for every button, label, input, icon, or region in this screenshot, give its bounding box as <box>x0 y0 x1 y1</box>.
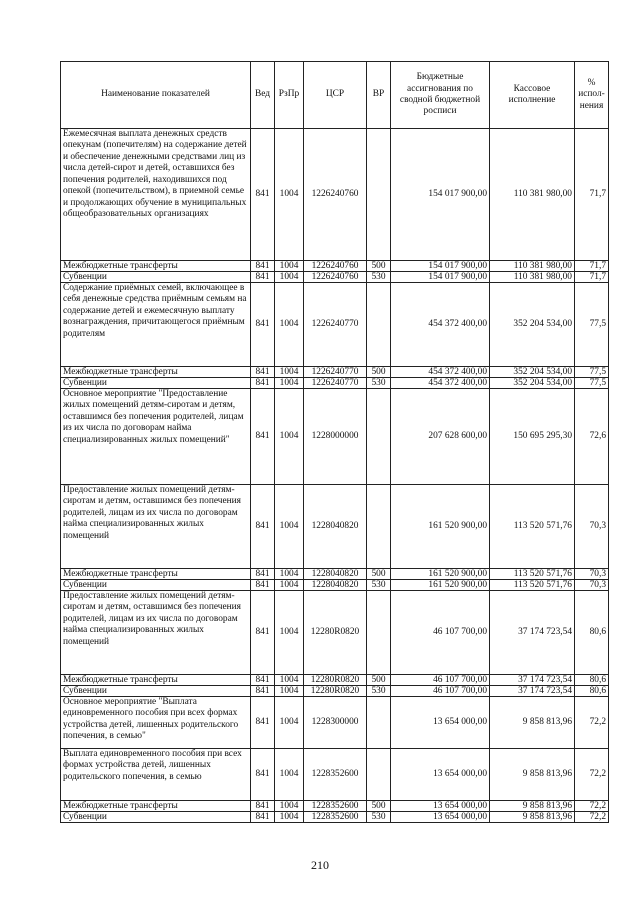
table-row <box>61 686 609 697</box>
row-pct: 72,2 <box>575 697 609 749</box>
row-csr: 1226240760 <box>304 272 367 283</box>
table-row <box>61 129 609 261</box>
row-csr: 1228040820 <box>304 569 367 580</box>
row-budget: 13 654 000,00 <box>391 749 490 801</box>
row-name: Межбюджетные трансферты <box>61 367 251 378</box>
row-rzpr: 1004 <box>275 261 304 272</box>
row-vr <box>367 591 391 675</box>
row-pct: 77,5 <box>575 378 609 389</box>
row-vr: 530 <box>367 580 391 591</box>
row-cash: 113 520 571,76 <box>490 569 575 580</box>
row-budget: 13 654 000,00 <box>391 801 490 812</box>
header-name: Наименование показателей <box>61 62 251 129</box>
row-cash: 352 204 534,00 <box>490 378 575 389</box>
row-pct: 71,7 <box>575 129 609 261</box>
row-vr <box>367 129 391 261</box>
row-rzpr: 1004 <box>275 697 304 749</box>
row-ved: 841 <box>251 261 275 272</box>
row-rzpr: 1004 <box>275 749 304 801</box>
row-csr: 1228040820 <box>304 580 367 591</box>
row-cash: 110 381 980,00 <box>490 272 575 283</box>
row-vr: 500 <box>367 261 391 272</box>
table-row <box>61 261 609 272</box>
row-vr: 500 <box>367 569 391 580</box>
row-name: Предоставление жилых помещений детям-сиротам и детям, оставшимся без попечения родителей, лицам из их числа по договорам найма специализированных жилых помещений <box>61 591 251 675</box>
row-rzpr: 1004 <box>275 272 304 283</box>
table-row <box>61 580 609 591</box>
row-budget: 154 017 900,00 <box>391 261 490 272</box>
table-row <box>61 283 609 367</box>
row-rzpr: 1004 <box>275 686 304 697</box>
header-vr: ВР <box>367 62 391 129</box>
table-row <box>61 812 609 823</box>
row-cash: 37 174 723,54 <box>490 675 575 686</box>
table-row <box>61 272 609 283</box>
row-csr: 1226240760 <box>304 129 367 261</box>
table-row <box>61 569 609 580</box>
budget-execution-table <box>60 61 609 823</box>
row-ved: 841 <box>251 591 275 675</box>
header-pct: % испол- нения <box>575 62 609 129</box>
row-budget: 454 372 400,00 <box>391 283 490 367</box>
row-name: Субвенции <box>61 580 251 591</box>
row-cash: 352 204 534,00 <box>490 283 575 367</box>
row-ved: 841 <box>251 812 275 823</box>
row-csr: 1226240770 <box>304 283 367 367</box>
table-row <box>61 675 609 686</box>
row-budget: 13 654 000,00 <box>391 697 490 749</box>
table-row <box>61 378 609 389</box>
row-pct: 72,2 <box>575 801 609 812</box>
row-ved: 841 <box>251 749 275 801</box>
row-csr: 1228300000 <box>304 697 367 749</box>
row-csr: 12280R0820 <box>304 686 367 697</box>
row-cash: 113 520 571,76 <box>490 580 575 591</box>
row-pct: 72,6 <box>575 389 609 485</box>
row-name: Межбюджетные трансферты <box>61 569 251 580</box>
row-cash: 9 858 813,96 <box>490 697 575 749</box>
row-name: Субвенции <box>61 272 251 283</box>
row-vr: 500 <box>367 675 391 686</box>
row-cash: 110 381 980,00 <box>490 261 575 272</box>
row-ved: 841 <box>251 485 275 569</box>
row-cash: 37 174 723,54 <box>490 686 575 697</box>
page-number: 210 <box>311 858 329 872</box>
row-pct: 72,2 <box>575 749 609 801</box>
row-budget: 13 654 000,00 <box>391 812 490 823</box>
row-budget: 161 520 900,00 <box>391 485 490 569</box>
row-name: Субвенции <box>61 686 251 697</box>
row-vr: 530 <box>367 378 391 389</box>
row-name: Основное мероприятие "Выплата единовременного пособия при всех формах устройства детей, лишенных родительского попечения, в семью" <box>61 697 251 749</box>
table-header-row <box>61 62 609 129</box>
row-name: Межбюджетные трансферты <box>61 675 251 686</box>
row-rzpr: 1004 <box>275 801 304 812</box>
row-rzpr: 1004 <box>275 675 304 686</box>
row-vr <box>367 485 391 569</box>
row-rzpr: 1004 <box>275 389 304 485</box>
table-row <box>61 591 609 675</box>
row-budget: 46 107 700,00 <box>391 591 490 675</box>
row-rzpr: 1004 <box>275 378 304 389</box>
table-row <box>61 749 609 801</box>
row-vr: 530 <box>367 686 391 697</box>
row-pct: 71,7 <box>575 272 609 283</box>
row-pct: 70,3 <box>575 569 609 580</box>
row-cash: 9 858 813,96 <box>490 801 575 812</box>
row-pct: 72,2 <box>575 812 609 823</box>
table-row <box>61 697 609 749</box>
header-budget: Бюджетные ассигнования по сводной бюджетной росписи <box>391 62 490 129</box>
row-ved: 841 <box>251 367 275 378</box>
row-cash: 352 204 534,00 <box>490 367 575 378</box>
table-row <box>61 367 609 378</box>
row-rzpr: 1004 <box>275 283 304 367</box>
row-cash: 37 174 723,54 <box>490 591 575 675</box>
row-pct: 77,5 <box>575 367 609 378</box>
row-ved: 841 <box>251 389 275 485</box>
row-vr <box>367 749 391 801</box>
row-ved: 841 <box>251 675 275 686</box>
row-csr: 1226240760 <box>304 261 367 272</box>
row-rzpr: 1004 <box>275 367 304 378</box>
row-vr: 500 <box>367 801 391 812</box>
row-budget: 454 372 400,00 <box>391 367 490 378</box>
table-row <box>61 485 609 569</box>
row-name: Основное мероприятие "Предоставление жилых помещений детям-сиротам и детям, оставшимся без попечения родителей, лицам из их числа по договорам найма специализированных жилых помещений" <box>61 389 251 485</box>
header-ved: Вед <box>251 62 275 129</box>
row-csr: 12280R0820 <box>304 675 367 686</box>
row-vr <box>367 389 391 485</box>
row-rzpr: 1004 <box>275 591 304 675</box>
row-budget: 454 372 400,00 <box>391 378 490 389</box>
row-vr: 500 <box>367 367 391 378</box>
row-csr: 1228000000 <box>304 389 367 485</box>
row-vr: 530 <box>367 272 391 283</box>
row-rzpr: 1004 <box>275 812 304 823</box>
row-pct: 80,6 <box>575 675 609 686</box>
row-csr: 1226240770 <box>304 378 367 389</box>
row-vr: 530 <box>367 812 391 823</box>
row-budget: 154 017 900,00 <box>391 272 490 283</box>
row-name: Межбюджетные трансферты <box>61 801 251 812</box>
row-budget: 161 520 900,00 <box>391 580 490 591</box>
row-cash: 9 858 813,96 <box>490 812 575 823</box>
row-ved: 841 <box>251 129 275 261</box>
row-ved: 841 <box>251 283 275 367</box>
table-row <box>61 389 609 485</box>
row-ved: 841 <box>251 686 275 697</box>
row-rzpr: 1004 <box>275 569 304 580</box>
row-csr: 1228352600 <box>304 801 367 812</box>
row-budget: 154 017 900,00 <box>391 129 490 261</box>
row-pct: 71,7 <box>575 261 609 272</box>
row-pct: 77,5 <box>575 283 609 367</box>
row-rzpr: 1004 <box>275 580 304 591</box>
row-name: Ежемесячная выплата денежных средств опекунам (попечителям) на содержание детей и обеспечение денежными средствами лиц из числа детей-сирот и детей, оставшихся без попечения родителей, находившихся под опекой (попечительством), в приемной семье и продолжающих обучение в муниципальных общеобразовательных организациях <box>61 129 251 261</box>
row-name: Выплата единовременного пособия при всех формах устройства детей, лишенных родительского попечения, в семью <box>61 749 251 801</box>
header-csr: ЦСР <box>304 62 367 129</box>
row-csr: 12280R0820 <box>304 591 367 675</box>
row-cash: 113 520 571,76 <box>490 485 575 569</box>
row-rzpr: 1004 <box>275 485 304 569</box>
row-cash: 150 695 295,30 <box>490 389 575 485</box>
row-ved: 841 <box>251 697 275 749</box>
row-name: Содержание приёмных семей, включающее в себя денежные средства приёмным семьям на содержание детей и ежемесячную выплату вознаграждения, причитающегося приёмным родителям <box>61 283 251 367</box>
row-ved: 841 <box>251 801 275 812</box>
row-csr: 1228352600 <box>304 812 367 823</box>
row-pct: 70,3 <box>575 485 609 569</box>
row-ved: 841 <box>251 272 275 283</box>
row-csr: 1228040820 <box>304 485 367 569</box>
row-pct: 70,3 <box>575 580 609 591</box>
row-pct: 80,6 <box>575 686 609 697</box>
row-cash: 9 858 813,96 <box>490 749 575 801</box>
row-vr <box>367 283 391 367</box>
row-budget: 207 628 600,00 <box>391 389 490 485</box>
row-rzpr: 1004 <box>275 129 304 261</box>
row-ved: 841 <box>251 569 275 580</box>
row-budget: 161 520 900,00 <box>391 569 490 580</box>
table-row <box>61 801 609 812</box>
row-pct: 80,6 <box>575 591 609 675</box>
row-csr: 1228352600 <box>304 749 367 801</box>
header-rzpr: РзПр <box>275 62 304 129</box>
row-budget: 46 107 700,00 <box>391 686 490 697</box>
row-name: Предоставление жилых помещений детям-сиротам и детям, оставшимся без попечения родителей, лицам из их числа по договорам найма специализированных жилых помещений <box>61 485 251 569</box>
row-vr <box>367 697 391 749</box>
row-ved: 841 <box>251 378 275 389</box>
row-ved: 841 <box>251 580 275 591</box>
row-name: Межбюджетные трансферты <box>61 261 251 272</box>
row-name: Субвенции <box>61 378 251 389</box>
header-cash: Кассовое исполнение <box>490 62 575 129</box>
row-cash: 110 381 980,00 <box>490 129 575 261</box>
row-name: Субвенции <box>61 812 251 823</box>
row-budget: 46 107 700,00 <box>391 675 490 686</box>
row-csr: 1226240770 <box>304 367 367 378</box>
